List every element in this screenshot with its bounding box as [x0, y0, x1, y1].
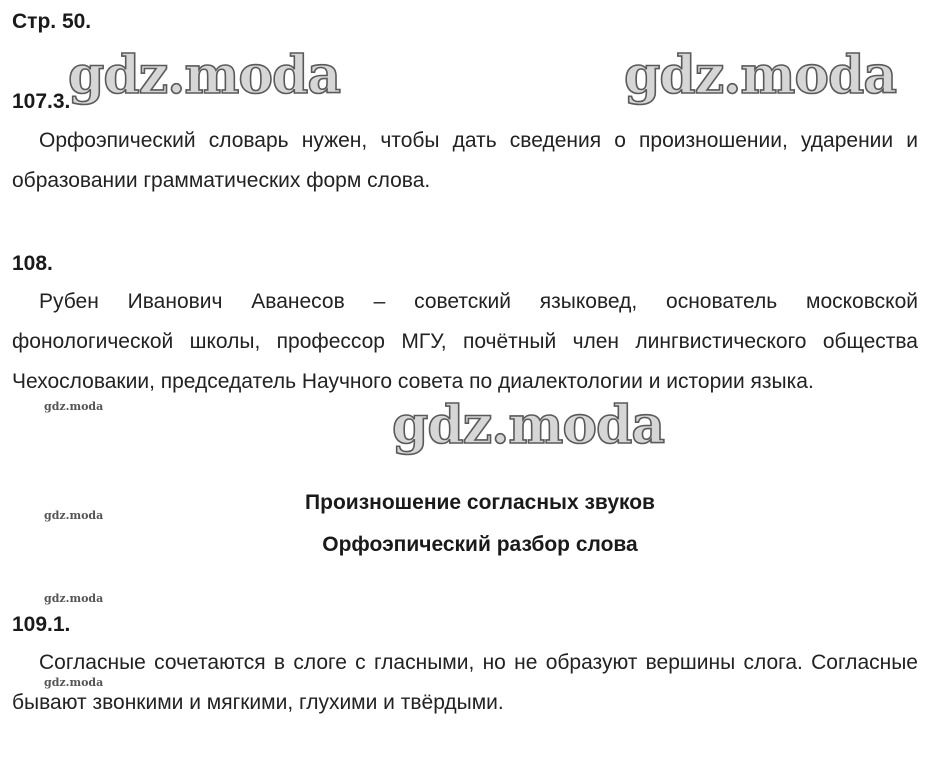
- task-number: 108.: [12, 252, 53, 275]
- task-number: 109.1.: [12, 613, 71, 636]
- watermark-small: gdz.moda: [44, 676, 104, 689]
- watermark-small: gdz.moda: [44, 509, 104, 522]
- page-number-label: Стр. 50.: [12, 10, 92, 33]
- watermark-small: gdz.moda: [44, 400, 104, 413]
- task-answer-text: Рубен Иванович Аванесов – советский языковед, основатель московской фонологической школы, профессор МГУ, почётный член лингвистического общества Чехословакии, председатель Научного совета по диалектологии и истории языка.: [12, 290, 918, 393]
- section-heading: Произношение согласных звуков: [305, 491, 655, 514]
- task-number: 107.3.: [12, 90, 71, 113]
- task-answer-text: Орфоэпический словарь нужен, чтобы дать сведения о произношении, ударении и образовании грамматических форм слова.: [12, 129, 918, 192]
- task-answer-text: Согласные сочетаются в слоге с гласными, но не образуют вершины слога. Согласные бывают звонкими и мягкими, глухими и твёрдыми.: [12, 651, 918, 714]
- watermark-logo-center: gdz.moda: [392, 395, 665, 456]
- section-subheading: Орфоэпический разбор слова: [322, 533, 638, 556]
- watermark-small: gdz.moda: [44, 592, 104, 605]
- watermark-logo-top-left: gdz.moda: [68, 45, 341, 106]
- watermark-logo-top-right: gdz.moda: [624, 45, 897, 106]
